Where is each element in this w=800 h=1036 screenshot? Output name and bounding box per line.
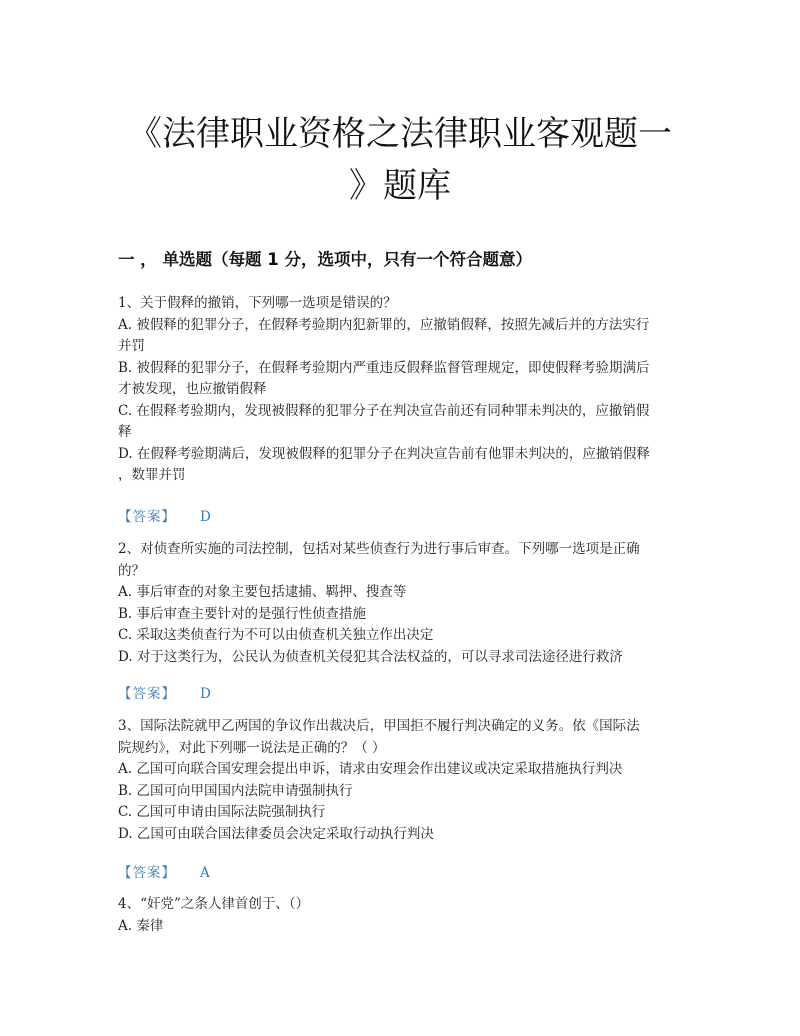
question-1 bbox=[118, 293, 688, 487]
answer-3 bbox=[118, 861, 210, 881]
title-line-2: 》题库 bbox=[349, 166, 451, 206]
option-d: D. 在假释考验期满后，发现被假释的犯罪分子在判决宣告前有他罪未判决的，应撤销假释 bbox=[118, 445, 650, 462]
answer-value: D bbox=[200, 686, 211, 702]
answer-value: A bbox=[200, 865, 210, 881]
question-stem: 2、对侦查所实施的司法控制，包括对某些侦查行为进行事后审查。下列哪一选项是正确 bbox=[118, 541, 640, 557]
answer-value: D bbox=[200, 509, 211, 525]
question-2 bbox=[118, 539, 688, 668]
option-b: B. 乙国可向甲国国内法院申请强制执行 bbox=[118, 782, 353, 799]
option-d: D. 乙国可由联合国法律委员会决定采取行动执行判决 bbox=[118, 825, 434, 842]
option-a: A. 事后审查的对象主要包括逮捕、羁押、搜查等 bbox=[118, 584, 407, 600]
option-a: A. 乙国可向联合国安理会提出申诉，请求由安理会作出建议或决定采取措施执行判决 bbox=[118, 761, 623, 777]
option-a: A. 秦律 bbox=[118, 917, 164, 934]
question-stem: 4、“奸党”之条人律首创于、（） bbox=[118, 896, 310, 912]
option-a: A. 被假释的犯罪分子，在假释考验期内犯新罪的，应撤销假释，按照先减后并的方法实行 bbox=[118, 316, 650, 333]
question-4 bbox=[118, 894, 688, 937]
option-c-continued: 释 bbox=[118, 424, 132, 440]
option-a-continued: 并罚 bbox=[118, 338, 145, 354]
question-3 bbox=[118, 716, 688, 845]
answer-label: 【答案】 bbox=[118, 686, 176, 702]
title-line-1: 《法律职业资格之法律职业客观题一 bbox=[128, 114, 672, 154]
document-title bbox=[100, 108, 700, 212]
answer-2 bbox=[118, 682, 211, 702]
question-stem: 3、国际法院就甲乙两国的争议作出裁决后，甲国拒不履行判决确定的义务。依《国际法 bbox=[118, 718, 640, 734]
option-b: B. 事后审查主要针对的是强行性侦查措施 bbox=[118, 605, 367, 622]
option-b: B. 被假释的犯罪分子，在假释考验期内严重违反假释监督管理规定，即使假释考验期满后 bbox=[118, 359, 650, 376]
question-stem-continued: 的？ bbox=[118, 562, 145, 579]
answer-label: 【答案】 bbox=[118, 509, 176, 525]
section-heading: 一 ， 单选题（每题 1 分，选项中，只有一个符合题意） bbox=[118, 250, 532, 269]
question-stem-continued: 院规约》，对此下列哪一说法是正确的？（ ） bbox=[118, 739, 386, 756]
answer-1 bbox=[118, 505, 211, 525]
question-stem: 1、关于假释的撤销，下列哪一选项是错误的？ bbox=[118, 295, 397, 311]
option-c: C. 乙国可申请由国际法院强制执行 bbox=[118, 804, 326, 820]
option-c: C. 采取这类侦查行为不可以由侦查机关独立作出决定 bbox=[118, 627, 434, 643]
answer-label: 【答案】 bbox=[118, 865, 176, 881]
option-d: D. 对于这类行为，公民认为侦查机关侵犯其合法权益的，可以寻求司法途径进行救济 bbox=[118, 648, 623, 665]
option-d-continued: ，数罪并罚 bbox=[118, 467, 186, 483]
option-c: C. 在假释考验期内，发现被假释的犯罪分子在判决宣告前还有同种罪未判决的，应撤销假 bbox=[118, 402, 650, 419]
option-b-continued: 才被发现，也应撤销假释 bbox=[118, 381, 267, 397]
